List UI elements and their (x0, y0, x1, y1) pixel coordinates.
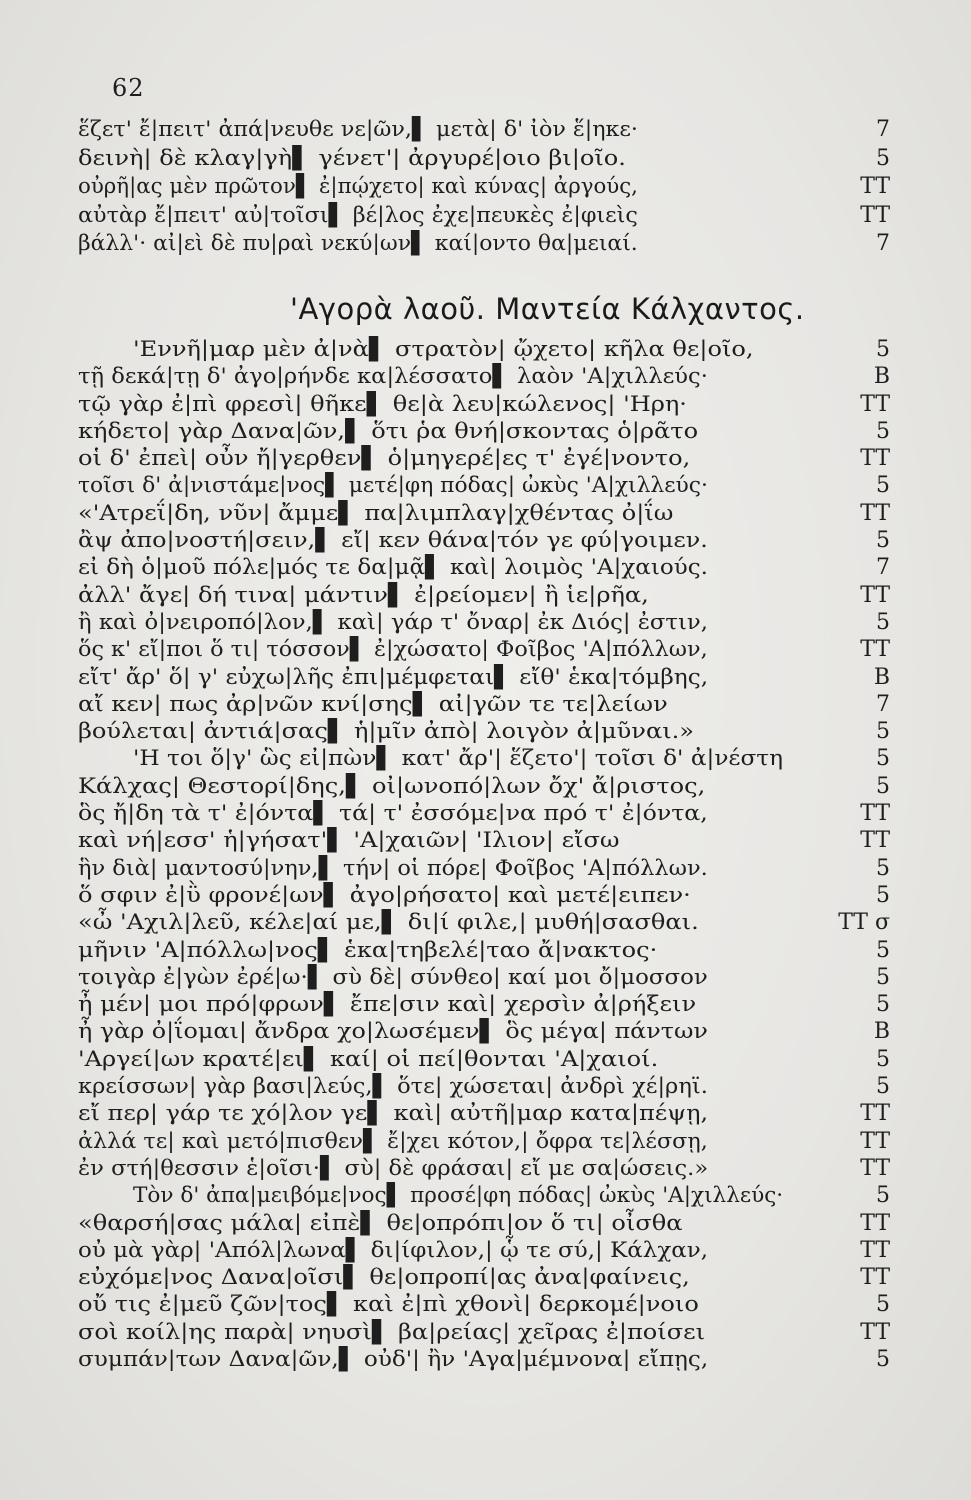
meter-marker: 5 (876, 528, 890, 554)
verse-text: Κάλχας| Θεστορί|δης,▌ οἰ|ωνοπό|λων ὄχ' ἄ|ριστος, (78, 773, 706, 799)
meter-marker: 5 (876, 1183, 890, 1209)
verse-text: 'Εννῆ|μαρ μὲν ἀ|νὰ▌ στρατὸν| ᾤχετο| κῆλα θε|οῖο, (133, 337, 754, 362)
meter-marker: TT (860, 828, 890, 854)
meter-marker: TT (860, 801, 890, 827)
verse-text: τῷ γὰρ ἐ|πὶ φρεσὶ| θῆκε▌ θε|ὰ λευ|κώλενος| 'Ηρη· (78, 391, 687, 417)
meter-marker: 5 (876, 964, 890, 990)
meter-marker: TT σ (838, 910, 890, 936)
verse-line (78, 116, 888, 145)
meter-marker: 5 (876, 855, 890, 881)
verse-block-bottom (78, 336, 888, 1373)
verse-line (78, 145, 888, 174)
verse-text: σοὶ κοίλ|ης παρὰ| νηυσὶ▌ βα|ρείας| χεῖρας ἐ|ποίσει (78, 1319, 706, 1345)
verse-text: εὐχόμε|νος Δανα|οῖσι▌ θε|οπροπί|ας ἀνα|φαίνεις, (78, 1265, 690, 1291)
verse-text: ἦ γὰρ ὀ|ΐομαι| ἄνδρα χο|λωσέμεν▌ ὃς μέγα| πάντων (78, 1019, 708, 1045)
meter-marker: 5 (876, 1292, 890, 1318)
meter-marker: 7 (876, 555, 890, 581)
meter-marker: TT (860, 391, 890, 417)
verse-line (78, 1046, 888, 1073)
meter-marker: 5 (876, 418, 890, 444)
verse-line (78, 527, 888, 554)
verse-line (78, 964, 888, 991)
meter-marker: TT (860, 1265, 890, 1291)
meter-marker: TT (860, 1319, 890, 1345)
verse-line (78, 336, 888, 363)
verse-text: 'Αργεί|ων κρατέ|ει▌ καί| οἱ πεί|θονται 'Α|χαιοί. (78, 1046, 659, 1072)
verse-line (78, 363, 888, 390)
verse-line (78, 1291, 888, 1318)
meter-marker: 5 (876, 145, 890, 171)
section-heading: 'Αγορὰ λαοῦ. Μαντεία Κάλχαντος. (290, 292, 805, 326)
meter-marker: TT (860, 202, 890, 228)
verse-text: τοῖσι δ' ἀ|νιστάμε|νος▌ μετέ|φη πόδας| ὠκὺς 'Α|χιλλεύς· (78, 473, 708, 499)
verse-line (78, 230, 888, 259)
verse-text: «ὦ 'Αχιλ|λεῦ, κέλε|αί με,▌ δι|ί φιλε,| μυθή|σασθαι. (78, 910, 699, 936)
verse-text: καὶ νή|εσσ' ἡ|γήσατ'▌ 'Α|χαιῶν| 'Ιλιον| εἴσω (78, 828, 620, 854)
meter-marker: 5 (876, 773, 890, 799)
meter-marker: 5 (876, 1046, 890, 1072)
verse-text: τοιγὰρ ἐ|γὼν ἐρέ|ω·▌ σὺ δὲ| σύνθεο| καί μοι ὄ|μοσσον (78, 964, 708, 990)
meter-marker: TT (860, 637, 890, 663)
meter-marker: TT (860, 446, 890, 472)
verse-line (78, 1346, 888, 1373)
meter-marker: 7 (876, 691, 890, 717)
verse-line (78, 664, 888, 691)
meter-marker: TT (860, 1237, 890, 1263)
verse-text: τῇ δεκά|τῃ δ' ἀγο|ρήνδε κα|λέσσατο▌ λαὸν 'Α|χιλλεύς· (78, 364, 708, 390)
verse-line (78, 855, 888, 882)
verse-line (78, 1073, 888, 1100)
verse-text: ἂψ ἀπο|νοστή|σειν,▌ εἴ| κεν θάνα|τόν γε φύ|γοιμεν. (78, 528, 708, 554)
meter-marker: TT (860, 582, 890, 608)
verse-text: βούλεται| ἀντιά|σας▌ ἡ|μῖν ἀπὸ| λοιγὸν ἀ|μῦναι.» (78, 719, 695, 745)
verse-line (78, 909, 888, 936)
verse-line (78, 1100, 888, 1127)
verse-line (78, 827, 888, 854)
verse-line (78, 882, 888, 909)
verse-line (78, 173, 888, 202)
verse-line (78, 1182, 888, 1209)
verse-text: ἀλλ' ἄγε| δή τινα| μάντιν▌ ἐ|ρείομεν| ἢ ἱε|ρῆα, (78, 582, 649, 608)
verse-text: αἴ κεν| πως ἀρ|νῶν κνί|σης▌ αἰ|γῶν τε τε|λείων (78, 691, 668, 717)
meter-marker: 5 (876, 473, 890, 499)
meter-marker: B (873, 364, 890, 390)
verse-line (78, 1155, 888, 1182)
meter-marker: 7 (876, 231, 890, 256)
verse-text: βάλλ'· αἰ|εὶ δὲ πυ|ραὶ νεκύ|ων▌ καί|οντο θα|μειαί. (78, 231, 638, 256)
meter-marker: TT (860, 174, 890, 199)
verse-line (78, 718, 888, 745)
verse-text: δεινὴ| δὲ κλαγ|γὴ▌ γένετ'| ἀργυρέ|οιο βι|οῖο. (78, 145, 626, 171)
verse-text: ὅς κ' εἴ|ποι ὅ τι| τόσσον▌ ἐ|χώσατο| Φοῖβος 'Α|πόλλων, (78, 637, 708, 663)
verse-block-top (78, 116, 888, 259)
verse-text: «θαρσή|σας μάλα| εἰπὲ▌ θε|οπρόπι|ον ὅ τι| οἶσθα (78, 1210, 683, 1236)
verse-line (78, 1210, 888, 1237)
verse-text: οἱ δ' ἐπεὶ| οὖν ἤ|γερθεν▌ ὁ|μηγερέ|ες τ' ἐγέ|νοντο, (78, 446, 691, 472)
meter-marker: 5 (876, 882, 890, 908)
meter-marker: 5 (876, 746, 890, 772)
verse-line (78, 445, 888, 472)
verse-line (78, 500, 888, 527)
meter-marker: B (873, 1019, 890, 1045)
meter-marker: B (873, 664, 890, 690)
verse-text: ὃς ἤ|δη τὰ τ' ἐ|όντα▌ τά| τ' ἐσσόμε|να πρό τ' ἐ|όντα, (78, 801, 708, 827)
meter-marker: TT (860, 1101, 890, 1127)
meter-marker: 5 (876, 1346, 890, 1372)
verse-line (78, 418, 888, 445)
meter-marker: 5 (876, 1074, 890, 1100)
verse-text: κρείσσων| γὰρ βασι|λεύς,▌ ὅτε| χώσεται| ἀνδρὶ χέ|ρηϊ. (78, 1074, 708, 1100)
verse-text: ἢ καὶ ὀ|νειροπό|λον,▌ καὶ| γάρ τ' ὄναρ| ἐκ Διός| ἐστιν, (78, 609, 708, 635)
verse-text: κήδετο| γὰρ Δανα|ῶν,▌ ὅτι ῥα θνή|σκοντας ὁ|ρᾶτο (78, 418, 699, 444)
meter-marker: 5 (876, 609, 890, 635)
verse-line (78, 773, 888, 800)
verse-text: ἀλλά τε| καὶ μετό|πισθεν▌ ἔ|χει κότον,| ὄφρα τε|λέσσῃ, (78, 1128, 708, 1154)
verse-text: οὔ τις ἐ|μεῦ ζῶν|τος▌ καὶ ἐ|πὶ χθονὶ| δερκομέ|νοιο (78, 1292, 699, 1318)
verse-text: Τὸν δ' ἀπα|μειβόμε|νος▌ προσέ|φη πόδας| ὠκὺς 'Α|χιλλεύς· (133, 1183, 784, 1209)
meter-marker: 7 (876, 117, 890, 142)
verse-text: «'Ατρεΐ|δη, νῦν| ἄμμε▌ πα|λιμπλαγ|χθέντας ὀ|ΐω (78, 500, 674, 526)
meter-marker: TT (860, 1210, 890, 1236)
page-number: 62 (112, 74, 145, 102)
verse-line (78, 991, 888, 1018)
meter-marker: 5 (876, 337, 890, 362)
verse-text: ἣν διὰ| μαντοσύ|νην,▌ τήν| οἱ πόρε| Φοῖβος 'Α|πόλλων. (78, 855, 708, 881)
meter-marker: TT (860, 1155, 890, 1181)
meter-marker: 5 (876, 719, 890, 745)
verse-text: εἴ περ| γάρ τε χό|λον γε▌ καὶ| αὐτῆ|μαρ κατα|πέψῃ, (78, 1101, 709, 1127)
verse-line (78, 691, 888, 718)
verse-line (78, 202, 888, 231)
meter-marker: TT (860, 1128, 890, 1154)
verse-line (78, 1128, 888, 1155)
meter-marker: 5 (876, 937, 890, 963)
verse-line (78, 554, 888, 581)
verse-text: ὅ σφιν ἐ|ῢ φρονέ|ων▌ ἀγο|ρήσατο| καὶ μετέ|ειπεν· (78, 882, 691, 908)
verse-text: ἦ μέν| μοι πρό|φρων▌ ἔπε|σιν καὶ| χερσὶν ἀ|ρήξειν (78, 992, 697, 1018)
verse-line (78, 582, 888, 609)
verse-text: συμπάν|των Δανα|ῶν,▌ οὐδ'| ἢν 'Αγα|μέμνονα| εἴπῃς, (78, 1346, 709, 1372)
verse-line (78, 636, 888, 663)
verse-line (78, 1264, 888, 1291)
verse-line (78, 937, 888, 964)
verse-text: οὐ μὰ γὰρ| 'Απόλ|λωνα▌ δι|ίφιλον,| ᾧ τε σύ,| Κάλχαν, (78, 1237, 709, 1263)
verse-text: αὐτὰρ ἔ|πειτ' αὐ|τοῖσι▌ βέ|λος ἐχε|πευκὲς ἐ|φιεὶς (78, 202, 638, 228)
verse-text: εἴτ' ἄρ' ὅ| γ' εὐχω|λῆς ἐπι|μέμφεται▌ εἴθ' ἑκα|τόμβης, (78, 664, 709, 690)
verse-line (78, 1237, 888, 1264)
meter-marker: 5 (876, 992, 890, 1018)
verse-text: μῆνιν 'Α|πόλλω|νος▌ ἑκα|τηβελέ|ταο ἄ|νακτος· (78, 937, 658, 963)
verse-line (78, 800, 888, 827)
verse-line (78, 745, 888, 772)
verse-text: ἐν στή|θεσσιν ἑ|οῖσι·▌ σὺ| δὲ φράσαι| εἴ με σα|ώσεις.» (78, 1155, 709, 1181)
verse-text: ἕζετ' ἔ|πειτ' ἀπά|νευθε νε|ῶν,▌ μετὰ| δ' ἰὸν ἕ|ηκε· (78, 117, 638, 142)
verse-text: 'Η τοι ὅ|γ' ὣς εἰ|πὼν▌ κατ' ἄρ'| ἕζετο'| τοῖσι δ' ἀ|νέστη (133, 746, 784, 772)
verse-line (78, 609, 888, 636)
verse-line (78, 391, 888, 418)
verse-text: οὐρῆ|ας μὲν πρῶτον▌ ἐ|πῴχετο| καὶ κύνας| ἀργούς, (78, 174, 638, 199)
verse-text: εἰ δὴ ὁ|μοῦ πόλε|μός τε δα|μᾷ▌ καὶ| λοιμὸς 'Α|χαιούς. (78, 555, 708, 581)
verse-line (78, 1018, 888, 1045)
verse-line (78, 472, 888, 499)
meter-marker: TT (860, 500, 890, 526)
verse-line (78, 1319, 888, 1346)
